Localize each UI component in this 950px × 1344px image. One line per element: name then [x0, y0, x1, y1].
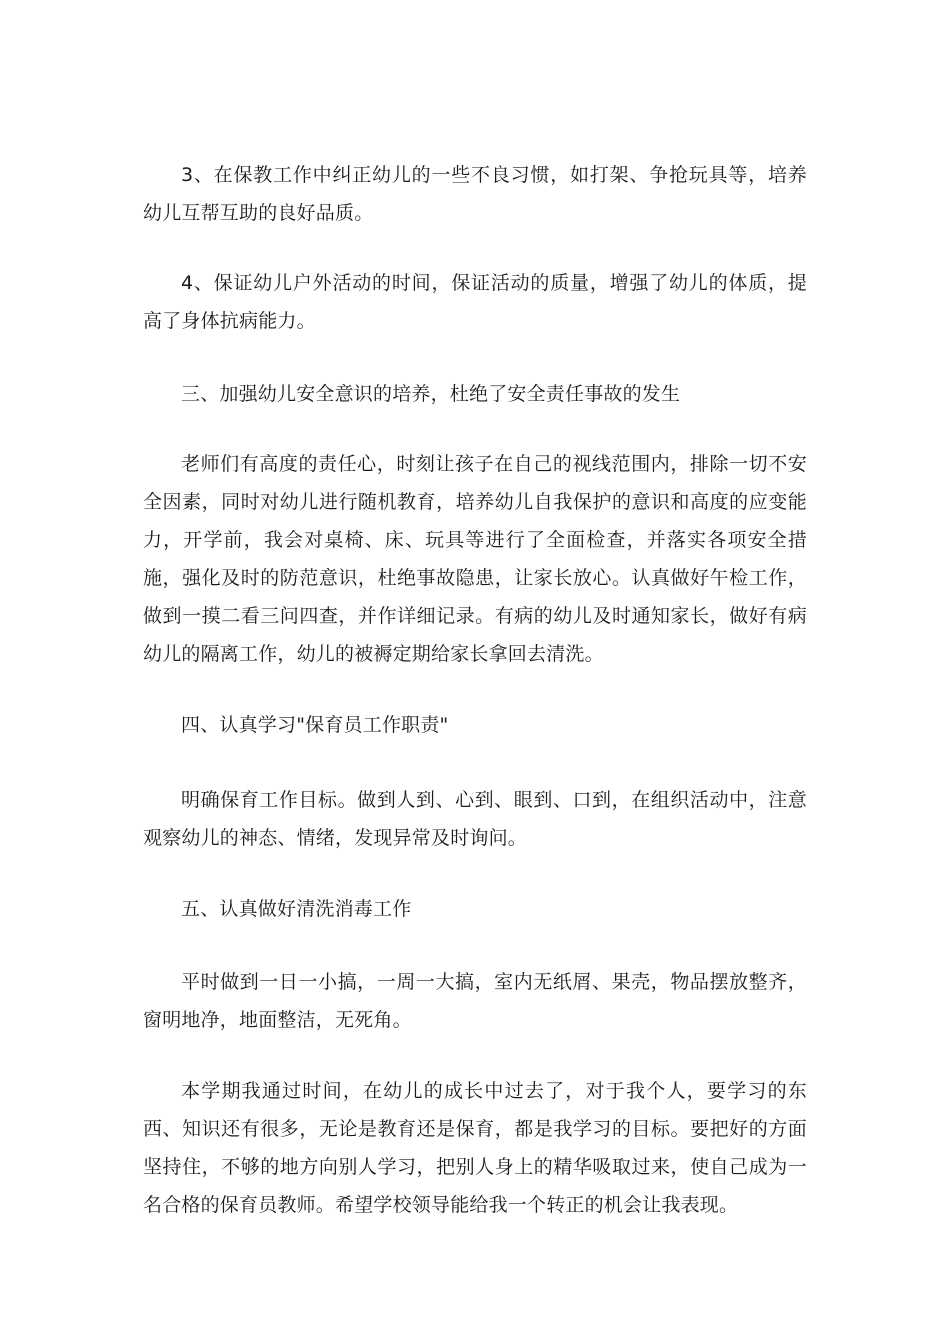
section-heading-cleaning: 五、认真做好清洗消毒工作 — [181, 898, 412, 920]
section-heading-duties: 四、认真学习"保育员工作职责" — [181, 714, 449, 736]
paragraph-conclusion: 本学期我通过时间，在幼儿的成长中过去了，对于我个人，要学习的东西、知识还有很多，无论是教育还是保育，都是我学习的目标。要把好的方面坚持住，不够的地方向别人学习，把别人身上的精华吸取过来，使自己成为一名合格的保育员教师。希望学校领导能给我一个转正的机会让我表现。 — [143, 1080, 807, 1216]
paragraph-outdoor-activity: 4、保证幼儿户外活动的时间，保证活动的质量，增强了幼儿的体质，提高了身体抗病能力。 — [143, 272, 807, 332]
paragraph-duties: 明确保育工作目标。做到人到、心到、眼到、口到，在组织活动中，注意观察幼儿的神态、情绪，发现异常及时询问。 — [143, 789, 807, 849]
paragraph-cleaning: 平时做到一日一小搞，一周一大搞，室内无纸屑、果壳，物品摆放整齐，窗明地净，地面整洁，无死角。 — [143, 971, 807, 1031]
section-heading-safety: 三、加强幼儿安全意识的培养，杜绝了安全责任事故的发生 — [181, 383, 681, 405]
paragraph-safety: 老师们有高度的责任心，时刻让孩子在自己的视线范围内，排除一切不安全因素，同时对幼儿进行随机教育，培养幼儿自我保护的意识和高度的应变能力，开学前，我会对桌椅、床、玩具等进行了全面检查，并落实各项安全措施，强化及时的防范意识，杜绝事故隐患，让家长放心。认真做好午检工作，做到一摸二看三问四查，并作详细记录。有病的幼儿及时通知家长，做好有病幼儿的隔离工作，幼儿的被褥定期给家长拿回去清洗。 — [143, 453, 807, 665]
paragraph-habit-correction: 3、在保教工作中纠正幼儿的一些不良习惯，如打架、争抢玩具等，培养幼儿互帮互助的良好品质。 — [143, 164, 807, 224]
